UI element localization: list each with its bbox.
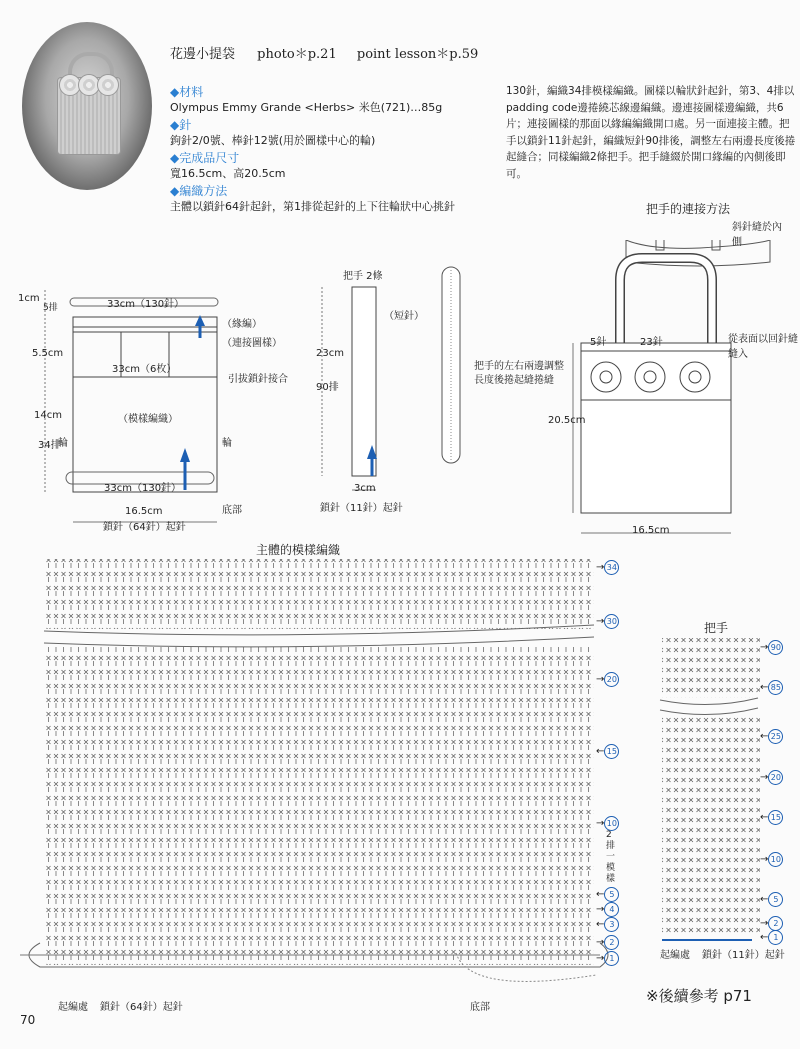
size-section: ◆完成品尺寸 寬16.5cm、高20.5cm: [170, 151, 286, 180]
needles-section: ◆針 鉤針2/0號、棒針12號(用於圖樣中心的輪): [170, 118, 376, 147]
ring-right-label: 輪: [222, 438, 232, 449]
connection-height: 20.5cm: [548, 415, 586, 426]
dim-edge-cm: 1cm: [18, 293, 40, 304]
handle-width: 3cm: [354, 483, 376, 494]
instructions-text: 130針，編織34排模樣編織。圖樣以輪狀針起針，第3、4排以padding code邊捲繞芯線邊編織。邊連接圖樣邊編織，共6片；連接圖樣的那面以緣編編織開口處。另一面連接主體。把手以鎖針11針起針，編織短針90排後，調整左右兩邊長度後捲起縫合；同樣編織2條把手。把手縫綴於開口緣編的內側後即可。: [506, 85, 796, 180]
body-bottom-label: 底部: [470, 1002, 490, 1013]
row-marker: 20: [768, 770, 783, 785]
row-marker: 20: [604, 672, 619, 687]
handle-title: 把手 2條: [343, 271, 383, 282]
connection-dim-5: 5針: [590, 337, 607, 348]
body-chain-label: 鎖針（64針）起針: [100, 1002, 183, 1013]
handle-rows: 90排: [316, 382, 339, 393]
chain-label: 鎖針（64針）起針: [103, 522, 186, 533]
row-marker: 15: [604, 744, 619, 759]
row-marker: 85: [768, 680, 783, 695]
page-title-row: [170, 43, 478, 62]
materials-section: ◆材料 Olympus Emmy Grande <Herbs> 米色(721)…85g: [170, 85, 443, 114]
photo-ref: photo＊p.21: [257, 47, 337, 62]
edge-label: （緣編）: [222, 319, 262, 330]
row-marker: 5: [768, 892, 783, 907]
dim-body-cm: 14cm: [34, 410, 62, 421]
body-stitch-chart: [0, 555, 650, 1015]
connection-title: 把手的連接方法: [646, 202, 731, 216]
connection-dim-23: 23針: [640, 337, 663, 348]
motif-count-label: 33cm（6枚）: [112, 364, 177, 375]
row-marker: 3: [604, 917, 619, 932]
flower-motif: [97, 74, 119, 96]
materials-text: Olympus Emmy Grande <Herbs> 米色(721)…85g: [170, 101, 443, 114]
handle-height: 23cm: [316, 348, 344, 359]
bottom-width-label: 33cm（130針）: [104, 483, 182, 494]
row-marker: 34: [604, 560, 619, 575]
handle-chain-label: 鎖針（11針）起針: [702, 950, 785, 961]
rolled-handle: [442, 267, 460, 463]
connection-outer: 從表面以回針縫縫入: [728, 334, 798, 360]
row-marker: 1: [604, 951, 619, 966]
connect-label: （連接圖樣）: [222, 338, 282, 349]
width-label: 16.5cm: [125, 506, 163, 517]
dim-body-rows: 34排: [38, 440, 61, 451]
product-photo: [22, 22, 152, 190]
body-side-label: 2排一模樣: [606, 830, 616, 884]
body-chart-title: 主體的模樣編織: [256, 543, 341, 557]
handle-note: 把手的左右兩邊調整長度後捲起縫捲縫: [474, 361, 564, 386]
size-text: 寬16.5cm、高20.5cm: [170, 167, 286, 180]
method-text: 主體以鎖針64針起針，第1排從起針的上下往輪狀中心挑針: [170, 200, 455, 213]
row-marker: 15: [768, 810, 783, 825]
row-marker: 2: [768, 916, 783, 931]
row-marker: 5: [604, 887, 619, 902]
method-section: ◆編織方法 主體以鎖針64針起針，第1排從起針的上下往輪狀中心挑針: [170, 184, 455, 213]
row-marker: 4: [604, 902, 619, 917]
body-outline: [73, 317, 217, 492]
connection-inner: 斜針縫於內側: [732, 222, 782, 248]
join-label: 引拔鎖針接合: [228, 374, 288, 385]
handle-chain: 鎖針（11針）起針: [320, 503, 403, 514]
handle-chart-title: 把手: [704, 621, 729, 635]
lesson-ref: point lesson＊p.59: [356, 47, 479, 62]
size-heading: 完成品尺寸: [179, 151, 240, 165]
page-number: 70: [20, 1013, 36, 1027]
pattern-title: 花邊小提袋: [170, 47, 236, 62]
needles-heading: 針: [179, 118, 192, 132]
row-marker: 25: [768, 729, 783, 744]
bag-outline: [581, 343, 731, 513]
needles-text: 鉤針2/0號、棒針12號(用於圖樣中心的輪): [170, 134, 376, 147]
handle-stitch-chart: [650, 636, 760, 948]
pattern-label: （模樣編織）: [118, 414, 178, 425]
ring-left-label: 輪: [58, 438, 68, 449]
continued-ref: ※後續參考 p71: [646, 987, 752, 1005]
row-marker: 10: [768, 852, 783, 867]
direction-arrow: [180, 448, 190, 462]
connection-width: 16.5cm: [632, 525, 670, 536]
materials-heading: 材料: [179, 85, 204, 99]
bag-handle: [620, 258, 712, 343]
dim-motif: 5.5cm: [32, 348, 64, 359]
handle-stitch: （短針）: [384, 311, 424, 322]
top-width-label: 33cm（130針）: [107, 299, 185, 310]
dim-edge-rows: 5排: [43, 303, 58, 313]
body-start-label: 起編處: [58, 1002, 88, 1013]
row-marker: 1: [768, 930, 783, 945]
handle-start-label: 起編處: [660, 950, 690, 961]
schematic-diagrams: [0, 240, 800, 540]
method-heading: 編織方法: [179, 184, 228, 198]
row-marker: 2: [604, 935, 619, 950]
row-marker: 10: [604, 816, 619, 831]
row-marker: 30: [604, 614, 619, 629]
bottom-label: 底部: [222, 505, 242, 516]
row-marker: 90: [768, 640, 783, 655]
